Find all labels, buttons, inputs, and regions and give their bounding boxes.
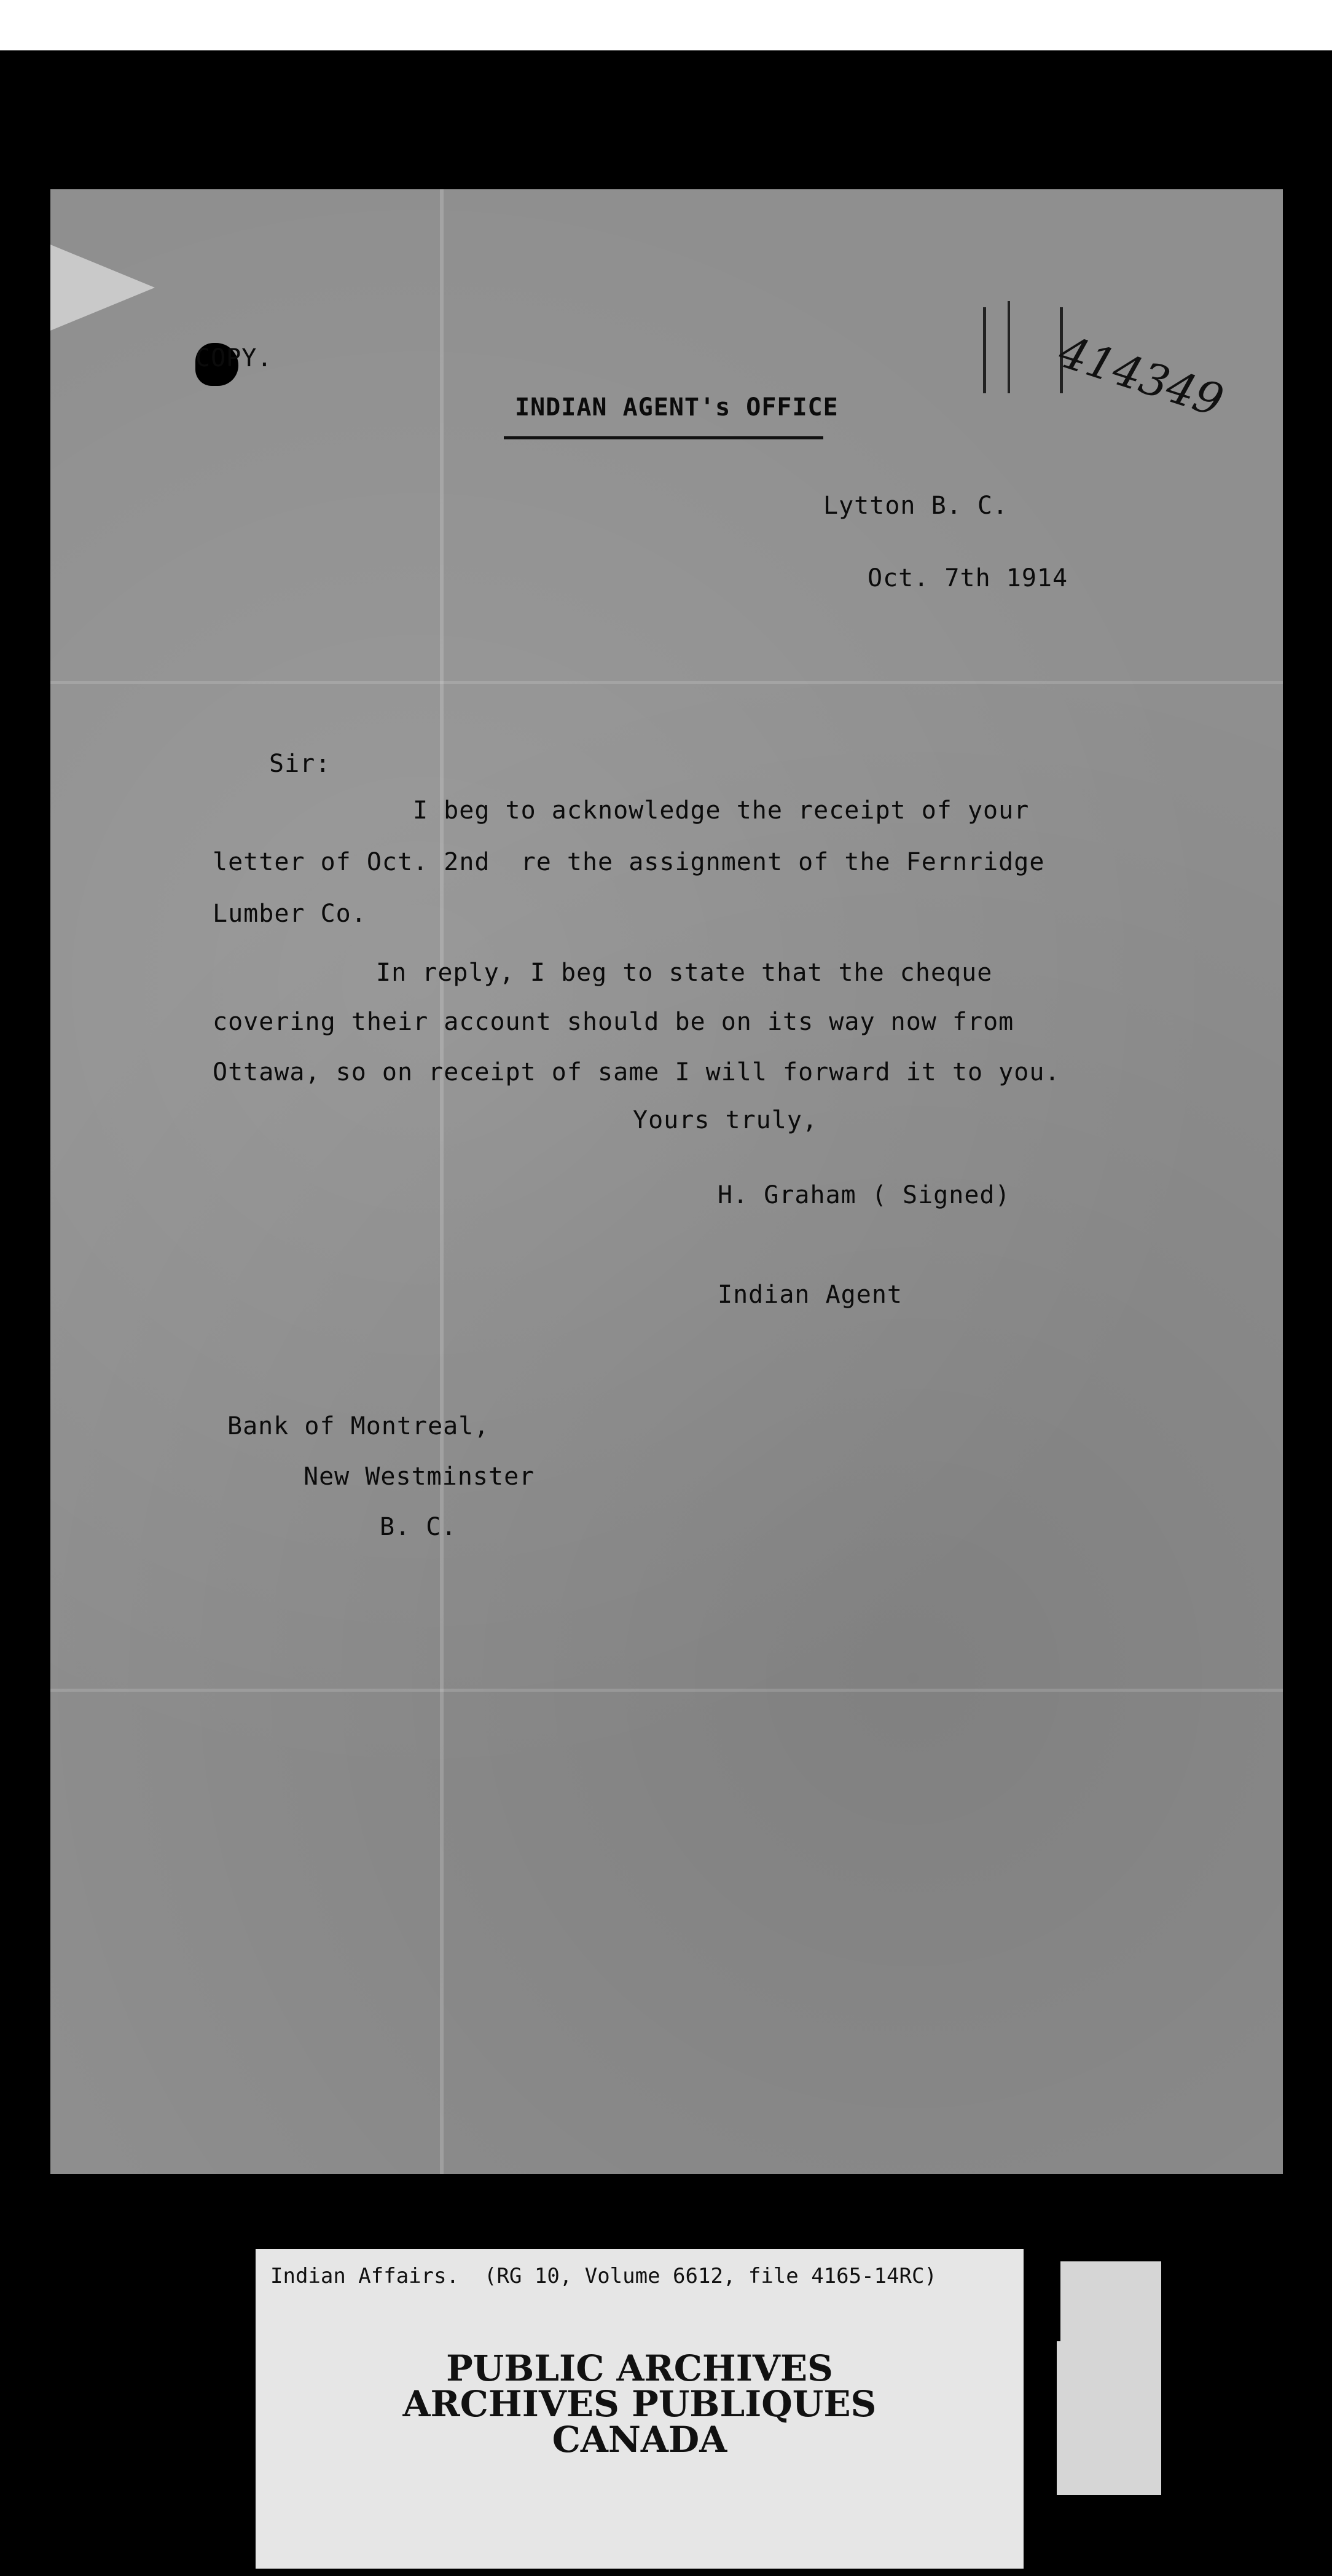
body-line: Ottawa, so on receipt of same I will forward it to you. [213,1058,1060,1086]
signer-title: Indian Agent [718,1281,903,1309]
folded-corner [50,245,155,331]
label-frame [1024,2249,1060,2341]
copy-mark: COPY. [195,344,273,372]
body-line: I beg to acknowledge the receipt of your [413,796,1030,825]
fold-line-vertical [440,189,444,2174]
body-line: In reply, I beg to state that the cheque [376,959,993,987]
recipient-line: Bank of Montreal, [227,1412,490,1440]
recipient-line: B. C. [380,1513,457,1541]
label-backing [1057,2261,1161,2495]
body-line: Lumber Co. [213,900,367,928]
letter-place: Lytton B. C. [823,492,1008,520]
archive-title-en: PUBLIC ARCHIVES [446,2347,833,2389]
archive-country: CANADA [552,2419,727,2460]
closing: Yours truly, [633,1106,818,1134]
letter-page [50,189,1283,2174]
body-line: covering their account should be on its way now from [213,1008,1014,1036]
heading-underline [504,436,823,439]
archive-caption: Indian Affairs. (RG 10, Volume 6612, file 4165-14RC) [270,2264,937,2288]
top-margin [0,0,1332,50]
body-line: letter of Oct. 2nd re the assignment of the Fernridge [213,848,1045,876]
recipient-line: New Westminster [304,1463,535,1491]
letter-date: Oct. 7th 1914 [868,564,1068,592]
handwritten-file-number: 414349 [1052,325,1230,427]
fold-line-horizontal [50,1689,1283,1692]
signature: H. Graham ( Signed) [718,1181,1011,1209]
archive-title-fr: ARCHIVES PUBLIQUES [402,2383,877,2425]
letter-heading: INDIAN AGENT's OFFICE [515,393,839,422]
salutation: Sir: [269,750,331,778]
label-frame [237,2249,256,2341]
fold-line-horizontal [50,681,1283,684]
file-stamp-mark [1008,301,1047,393]
